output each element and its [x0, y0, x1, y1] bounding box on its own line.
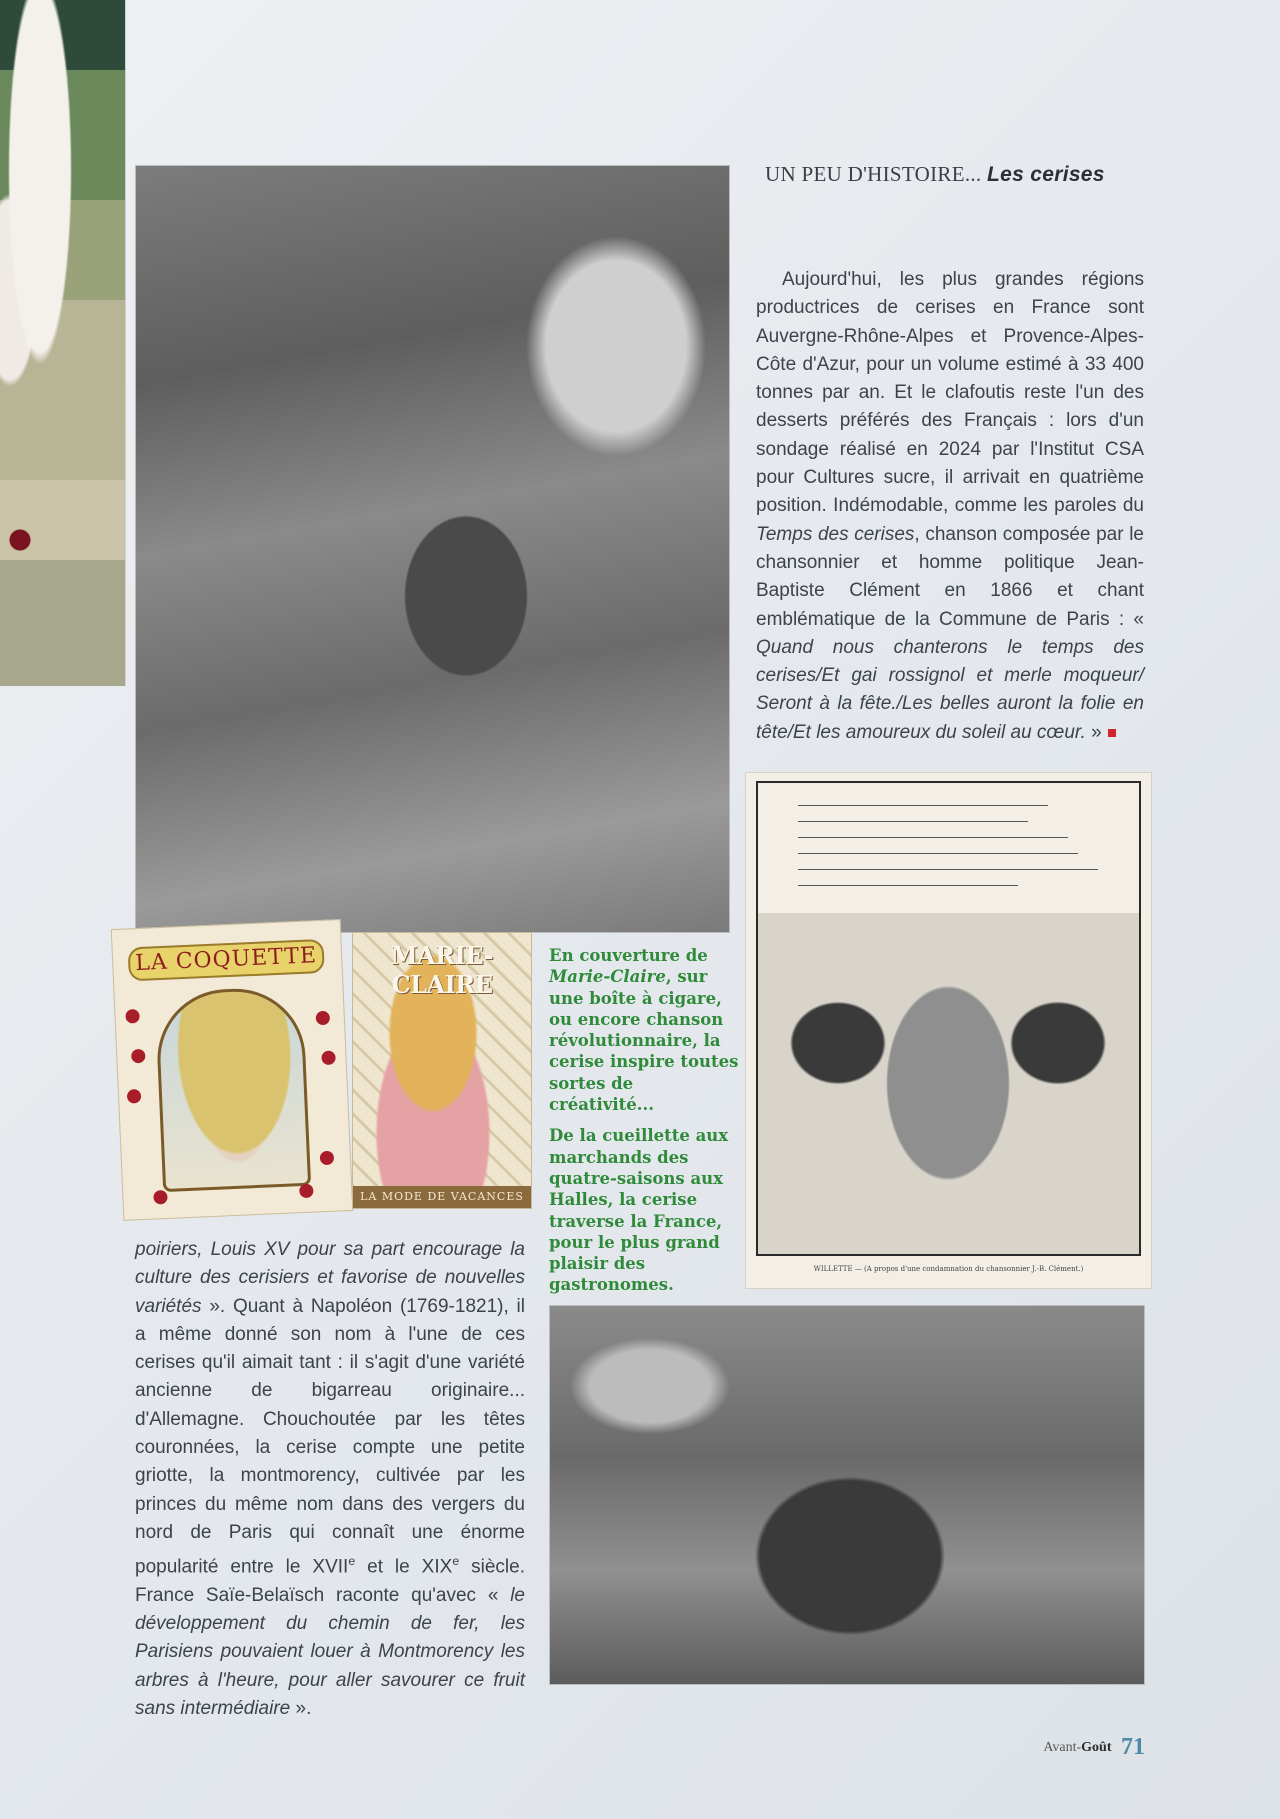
- text-run: , chanson composée par le chansonnier et homme politique Jean-Baptiste Clément en 1866 et chant emblématique de la Commune de Paris : «: [756, 523, 1144, 630]
- caption-paragraph: [549, 945, 741, 1115]
- text-run: De la cueillette aux marchands des quatre-saisons aux Halles, la cerise traverse la France, pour le plus grand plaisir des gastronomes.: [549, 1126, 729, 1295]
- cherry-icon: [153, 1190, 168, 1205]
- cherry-icon: [125, 1009, 140, 1024]
- footer-brand-light: Avant-: [1043, 1740, 1082, 1755]
- text-run: »: [1085, 721, 1102, 743]
- photo-cherry-picker-orchard: [135, 165, 730, 933]
- marie-claire-cover: [352, 932, 532, 1209]
- cherry-icon: [299, 1184, 314, 1199]
- text-italic-run: le développement du chemin de fer, les Parisiens pouvaient louer à Montmorency les arbres à l'heure, pour aller savourer ce fruit sans intermédiaire: [135, 1584, 525, 1720]
- cherry-icon: [320, 1151, 335, 1166]
- cartoon-caption: WILLETTE — (A propos d'une condamnation du chansonnier J.-B. Clément.): [813, 1265, 1084, 1273]
- cherry-blossom-painting: [0, 0, 126, 686]
- text-italic-run: Marie-Claire: [549, 967, 666, 987]
- text-run: En couverture de: [549, 946, 708, 965]
- article-column-left: [135, 1236, 525, 1723]
- magazine-title: MARIE-CLAIRE: [390, 941, 494, 999]
- cherry-icon: [321, 1050, 336, 1065]
- cartoon-illustration: [745, 772, 1152, 1289]
- article-end-mark: [1108, 729, 1116, 737]
- page-footer: [1030, 1734, 1145, 1761]
- text-run: Aujourd'hui, les plus grandes régions productrices de cerises en France sont Auvergne-Rhône-Alpes et Provence-Alpes-Côte d'Azur, pour un volume estimé à 33 400 tonnes par an. Et le clafoutis reste l'un des desserts préférés des Français : lors d'un sondage réalisé en 2024 par l'Institut CSA pour Cultures sucre, il arrivait en quatrième position. Indémodable, comme les paroles du: [756, 269, 1144, 517]
- text-superscript: e: [348, 1554, 356, 1569]
- article-column-right: [756, 266, 1144, 747]
- cigar-label-title: LA COQUETTE: [128, 939, 325, 982]
- image-caption: [549, 945, 741, 1296]
- text-run: , sur une boîte à cigare, ou encore chanson révolutionnaire, la cerise inspire toutes sortes de créativité...: [549, 967, 739, 1115]
- cherry-icon: [131, 1049, 146, 1064]
- caption-paragraph: [549, 1125, 741, 1295]
- text-superscript: e: [452, 1554, 460, 1569]
- text-italic-run: Quand nous chanterons le temps des cerises/Et gai rossignol et merle moqueur/ Seront à la fête./Les belles auront la folie en tête/Et les amoureux du soleil au cœur.: [756, 636, 1144, 743]
- cherry-icon: [316, 1011, 331, 1026]
- text-run: et le XIX: [355, 1556, 453, 1578]
- text-run: ». Quant à Napoléon (1769-1821), il a même donné son nom à l'une de ces cerises qu'il aimait tant : il s'agit d'une variété ancienne de bigarreau originaire... d'Allemagne. Chouchoutée par les têtes couronnées, la cerise compte une petite griotte, la montmorency, cultivée par les princes du même nom dans des vergers du nord de Paris qui connaît une énorme popularité entre le XVII: [135, 1295, 525, 1578]
- section-kicker: UN PEU D'HISTOIRE...: [765, 162, 982, 186]
- cigar-box-label: [111, 919, 354, 1221]
- article-paragraph: [756, 266, 1144, 747]
- article-paragraph: [135, 1236, 525, 1723]
- magazine-banner: LA MODE DE VACANCES: [353, 1186, 531, 1208]
- page-number: 71: [1121, 1734, 1145, 1760]
- section-title: Les cerises: [987, 163, 1105, 186]
- text-italic-run: Temps des cerises: [756, 523, 915, 545]
- photo-cherry-market-les-halles: [549, 1305, 1145, 1685]
- footer-brand-bold: Goût: [1081, 1740, 1112, 1755]
- cartoon-drawing: [756, 781, 1141, 1256]
- cherry-icon: [127, 1089, 142, 1104]
- text-run: ».: [290, 1698, 312, 1720]
- section-header: [765, 162, 1145, 187]
- text-run: siècle. France Saïe-Belaïsch raconte qu'avec «: [135, 1556, 525, 1606]
- cigar-label-portrait: [155, 986, 312, 1192]
- text-italic-run: poiriers, Louis XV pour sa part encourage la culture des cerisiers et favorise de nouvelles variétés: [135, 1239, 525, 1317]
